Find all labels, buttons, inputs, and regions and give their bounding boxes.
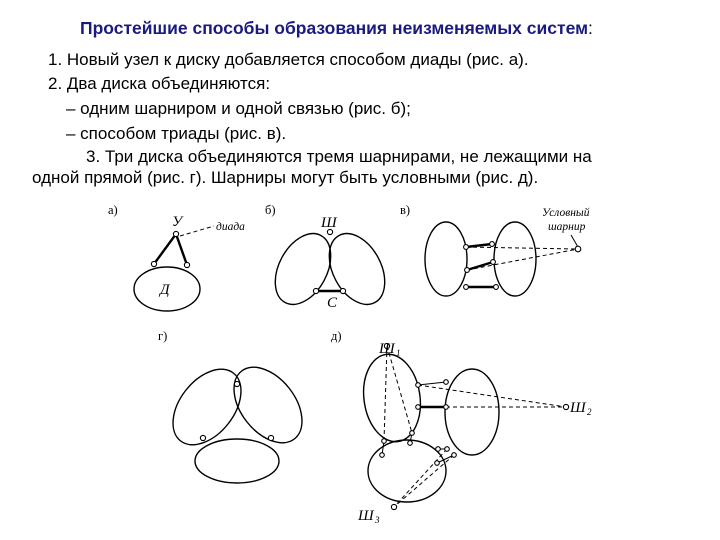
sh3-line-1 (394, 449, 447, 507)
dyad-bar-left (154, 234, 176, 264)
d-hinge-3 (416, 405, 421, 410)
d-hinge-8 (408, 441, 413, 446)
triad-hinge-4 (491, 260, 496, 265)
text-line-6: одной прямой (рис. г). Шарниры могут быть условными (рис. д). (32, 168, 539, 187)
dyad-note-leader (180, 226, 214, 236)
figure-g-caption: г) (158, 329, 168, 343)
figure-v-caption: в) (400, 203, 411, 217)
text-line-1: 1. Новый узел к диску добавляется способом диады (рис. а). (48, 50, 529, 69)
virtual-hinge-note-2: шарнир (548, 221, 586, 233)
link-c-label: С (327, 295, 338, 311)
sh2-label: Ш (570, 400, 586, 416)
disk-g-bottom (195, 439, 279, 483)
d-hinge-11 (435, 461, 440, 466)
node-u-hinge (173, 231, 178, 236)
virtual-hinge-point (575, 246, 581, 252)
figure-b-caption: б) (265, 203, 276, 217)
dyad-hinge-right (184, 262, 189, 267)
triad-link-top (466, 244, 492, 247)
triad-hinge-1 (464, 245, 469, 250)
text-line-4: – способом триады (рис. в). (66, 124, 287, 143)
text-line-2: 2. Два диска объединяются: (48, 74, 271, 93)
text-line-5: 3. Три диска объединяются тремя шарнирами, не лежащими на (86, 147, 592, 166)
sh2-line-1 (418, 385, 566, 407)
figure-a-caption: а) (108, 203, 118, 217)
triad-hinge-3 (465, 268, 470, 273)
triad-hinge-6 (494, 285, 499, 290)
virtual-hinge-leader (571, 235, 578, 247)
triad-hinge-5 (464, 285, 469, 290)
d-hinge-10 (445, 447, 450, 452)
hinge-sh-label: Ш (321, 215, 337, 231)
sh2-subscript: 2 (587, 407, 592, 417)
virtual-hinge-line-1 (466, 247, 578, 249)
sh1-line-2 (387, 346, 412, 433)
sh3-subscript: 3 (375, 515, 380, 525)
sh1-label: Ш (379, 341, 395, 357)
d-hinge-6 (380, 453, 385, 458)
d-hinge-12 (452, 453, 457, 458)
virtual-hinge-line-2 (467, 249, 578, 270)
figure-v (400, 203, 590, 296)
disk-d-left (358, 351, 426, 446)
hinge-g-top (234, 381, 239, 386)
sh1-line-1 (384, 346, 387, 441)
sh3-label: Ш (358, 508, 374, 524)
figure-d (331, 329, 592, 525)
figure-a (108, 203, 245, 311)
disk-v-left (425, 222, 467, 296)
link-lr-top (418, 382, 446, 385)
triad-hinge-2 (490, 242, 495, 247)
hinge-g-right (268, 435, 273, 440)
text-line-3: – одним шарниром и одной связью (рис. б); (66, 99, 411, 118)
sh1-subscript: 1 (396, 348, 401, 358)
disk-d-label: Д (160, 282, 170, 298)
dyad-note: диада (216, 221, 245, 233)
d-hinge-1 (416, 383, 421, 388)
d-hinge-9 (436, 447, 441, 452)
disk-d-right (445, 369, 499, 455)
hinge-g-left (200, 435, 205, 440)
figure-b (264, 203, 396, 314)
virtual-hinge-sh3 (391, 504, 396, 509)
slide-title-text: Простейшие способы образования неизменяемых систем (80, 18, 589, 38)
dyad-bar-right (176, 234, 187, 265)
figure-g (158, 329, 316, 483)
link-c-hinge-left (313, 288, 318, 293)
disk-g-right (220, 354, 315, 455)
disk-v-right (494, 222, 536, 296)
node-u-label: У (172, 214, 183, 230)
virtual-hinge-sh2 (563, 404, 568, 409)
virtual-hinge-note-1: Условный (542, 207, 590, 219)
d-hinge-4 (444, 405, 449, 410)
figure-d-caption: д) (331, 329, 342, 343)
slide-title-colon: : (588, 18, 593, 38)
link-c-hinge-right (340, 288, 345, 293)
d-hinge-5 (382, 439, 387, 444)
dyad-hinge-left (151, 261, 156, 266)
d-hinge-7 (410, 431, 415, 436)
d-hinge-2 (444, 380, 449, 385)
